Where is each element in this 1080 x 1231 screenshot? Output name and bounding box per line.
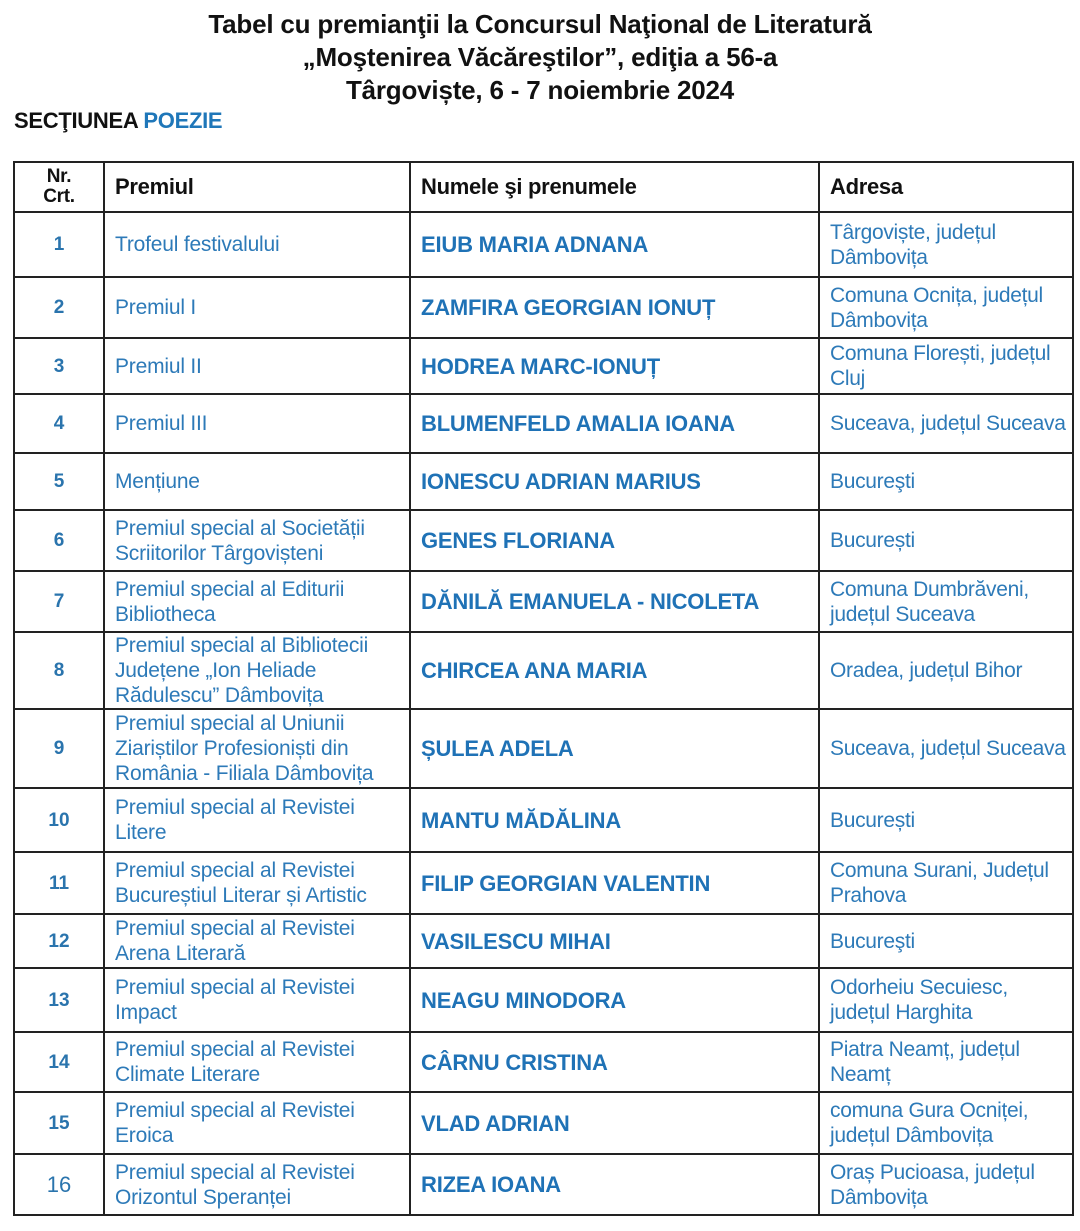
section-label: SECŢIUNEA <box>14 108 138 133</box>
row-number: 4 <box>14 394 104 453</box>
table-row <box>14 453 1073 510</box>
prize-cell: Premiul I <box>104 277 410 338</box>
address-cell: Piatra Neamț, județul Neamț <box>819 1032 1073 1092</box>
prize-cell: Mențiune <box>104 453 410 510</box>
section-heading <box>14 108 222 134</box>
row-number: 16 <box>14 1154 104 1215</box>
winner-name-cell: HODREA MARC-IONUȚ <box>410 338 819 394</box>
winner-name-cell: GENES FLORIANA <box>410 510 819 571</box>
address-cell: Bucureşti <box>819 914 1073 968</box>
row-number: 6 <box>14 510 104 571</box>
winner-name-cell: DĂNILĂ EMANUELA - NICOLETA <box>410 571 819 632</box>
document-title-line-3: Târgoviște, 6 - 7 noiembrie 2024 <box>345 75 735 105</box>
table-row <box>14 1032 1073 1092</box>
address-cell: Comuna Florești, județul Cluj <box>819 338 1073 394</box>
prize-cell: Trofeul festivalului <box>104 212 410 277</box>
winner-name-cell: CÂRNU CRISTINA <box>410 1032 819 1092</box>
table-row <box>14 1092 1073 1154</box>
table-row <box>14 968 1073 1032</box>
address-cell: Suceava, județul Suceava <box>819 709 1073 788</box>
row-number: 12 <box>14 914 104 968</box>
row-number: 11 <box>14 852 104 914</box>
prize-cell: Premiul special al Bibliotecii Județene „Ion Heliade Rădulescu” Dâmbovița <box>104 632 410 709</box>
address-cell: Odorheiu Secuiesc, județul Harghita <box>819 968 1073 1032</box>
winner-name-cell: VASILESCU MIHAI <box>410 914 819 968</box>
prize-cell: Premiul special al Revistei Bucureștiul Literar și Artistic <box>104 852 410 914</box>
prize-cell: Premiul special al Uniunii Ziariștilor Profesioniști din România - Filiala Dâmbovița <box>104 709 410 788</box>
winner-name-cell: NEAGU MINODORA <box>410 968 819 1032</box>
prize-cell: Premiul special al Revistei Impact <box>104 968 410 1032</box>
table-row <box>14 510 1073 571</box>
column-header-nr-line1: Nr. <box>46 166 72 187</box>
table-row <box>14 338 1073 394</box>
prize-cell: Premiul special al Revistei Climate Literare <box>104 1032 410 1092</box>
winner-name-cell: VLAD ADRIAN <box>410 1092 819 1154</box>
winner-name-cell: CHIRCEA ANA MARIA <box>410 632 819 709</box>
column-header-nr-line2: Crt. <box>43 186 75 207</box>
address-cell: Comuna Dumbrăveni, județul Suceava <box>819 571 1073 632</box>
prize-cell: Premiul III <box>104 394 410 453</box>
table-row <box>14 709 1073 788</box>
table-row <box>14 852 1073 914</box>
column-header-premiul: Premiul <box>104 162 410 212</box>
address-cell: Oraș Pucioasa, județul Dâmbovița <box>819 1154 1073 1215</box>
address-cell: București <box>819 788 1073 852</box>
row-number: 13 <box>14 968 104 1032</box>
address-cell: Comuna Surani, Județul Prahova <box>819 852 1073 914</box>
row-number: 5 <box>14 453 104 510</box>
row-number: 1 <box>14 212 104 277</box>
table-row <box>14 914 1073 968</box>
address-cell: Suceava, județul Suceava <box>819 394 1073 453</box>
address-cell: Comuna Ocnița, județul Dâmbovița <box>819 277 1073 338</box>
winner-name-cell: BLUMENFELD AMALIA IOANA <box>410 394 819 453</box>
row-number: 9 <box>14 709 104 788</box>
row-number: 7 <box>14 571 104 632</box>
winner-name-cell: RIZEA IOANA <box>410 1154 819 1215</box>
prize-cell: Premiul special al Revistei Eroica <box>104 1092 410 1154</box>
address-cell: comuna Gura Ocniței, județul Dâmbovița <box>819 1092 1073 1154</box>
column-header-nr <box>14 162 104 212</box>
table-row <box>14 212 1073 277</box>
row-number: 10 <box>14 788 104 852</box>
row-number: 14 <box>14 1032 104 1092</box>
winner-name-cell: IONESCU ADRIAN MARIUS <box>410 453 819 510</box>
document-title-line-1: Tabel cu premianţii la Concursul Naţional de Literatură <box>208 9 872 39</box>
winner-name-cell: MANTU MĂDĂLINA <box>410 788 819 852</box>
prize-cell: Premiul special al Editurii Bibliotheca <box>104 571 410 632</box>
address-cell: București <box>819 510 1073 571</box>
row-number: 2 <box>14 277 104 338</box>
winner-name-cell: EIUB MARIA ADNANA <box>410 212 819 277</box>
row-number: 15 <box>14 1092 104 1154</box>
table-row <box>14 571 1073 632</box>
address-cell: Bucureşti <box>819 453 1073 510</box>
column-header-adresa: Adresa <box>819 162 1073 212</box>
column-header-nume: Numele şi prenumele <box>410 162 819 212</box>
prize-cell: Premiul special al Societății Scriitorilor Târgovișteni <box>104 510 410 571</box>
table-row <box>14 1154 1073 1215</box>
address-cell: Târgoviște, județul Dâmbovița <box>819 212 1073 277</box>
prize-cell: Premiul II <box>104 338 410 394</box>
table-header-row <box>14 162 1073 212</box>
winner-name-cell: FILIP GEORGIAN VALENTIN <box>410 852 819 914</box>
prize-cell: Premiul special al Revistei Litere <box>104 788 410 852</box>
table-row <box>14 632 1073 709</box>
table-row <box>14 277 1073 338</box>
prize-cell: Premiul special al Revistei Arena Literară <box>104 914 410 968</box>
row-number: 3 <box>14 338 104 394</box>
row-number: 8 <box>14 632 104 709</box>
document-title-line-2: „Moştenirea Văcăreştilor”, ediţia a 56-a <box>302 42 778 72</box>
winners-table <box>13 161 1074 1216</box>
table-row <box>14 788 1073 852</box>
prize-cell: Premiul special al Revistei Orizontul Speranței <box>104 1154 410 1215</box>
address-cell: Oradea, județul Bihor <box>819 632 1073 709</box>
winner-name-cell: ȘULEA ADELA <box>410 709 819 788</box>
table-row <box>14 394 1073 453</box>
section-name: POEZIE <box>143 108 223 133</box>
winner-name-cell: ZAMFIRA GEORGIAN IONUȚ <box>410 277 819 338</box>
